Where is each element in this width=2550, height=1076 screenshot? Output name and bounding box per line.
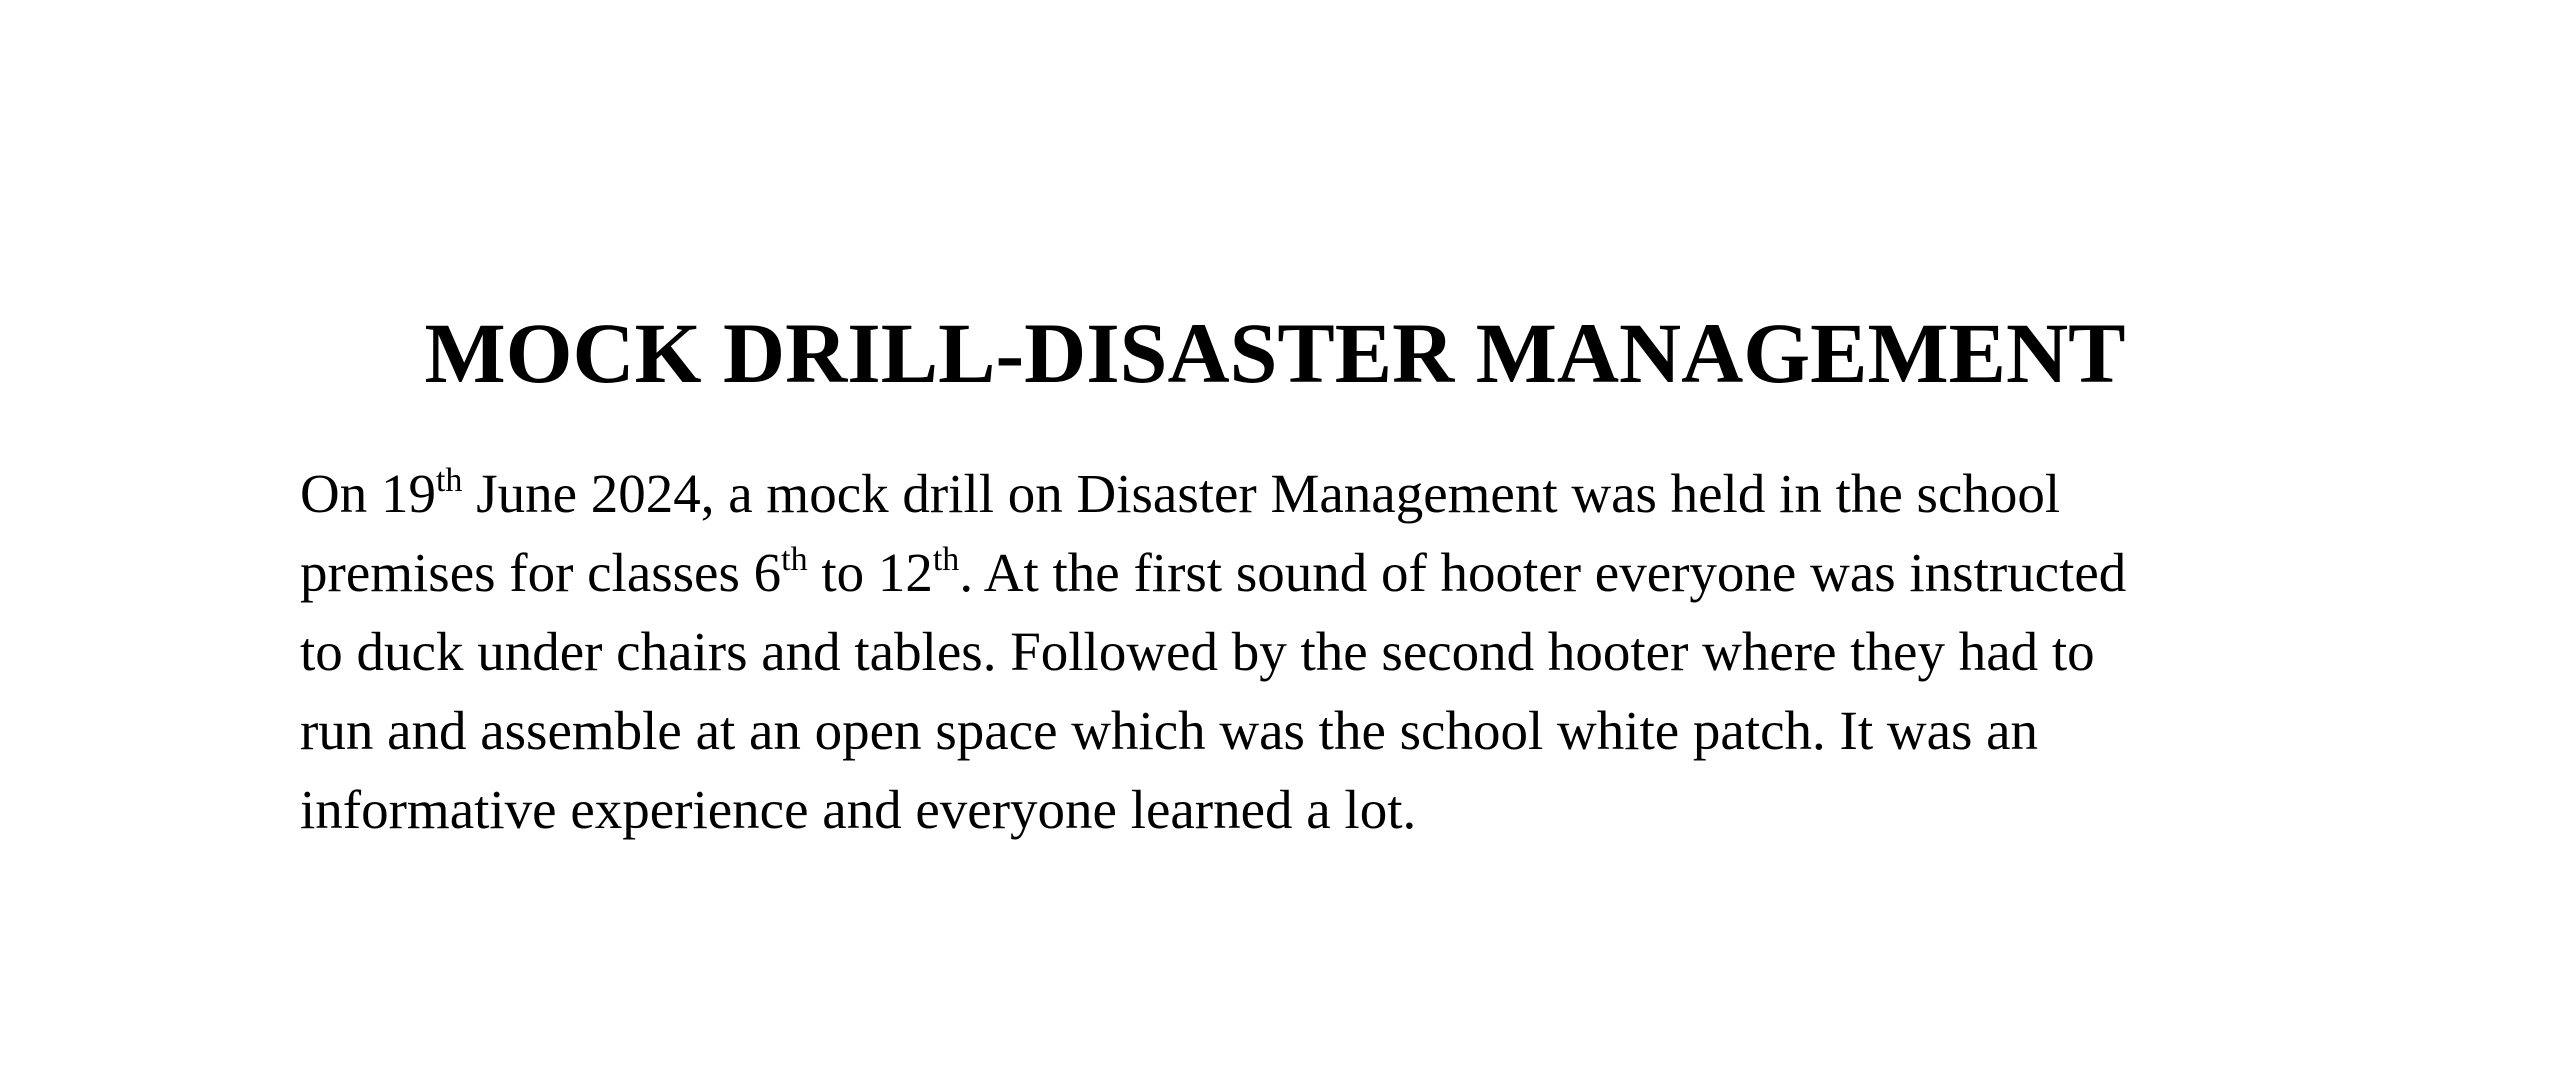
superscript-th: th	[932, 540, 960, 578]
superscript-th: th	[781, 540, 808, 578]
document-body	[300, 454, 2300, 849]
superscript-th: th	[435, 461, 463, 499]
body-line-2-part-c: . At the first sound of hooter everyone was instructed	[959, 542, 2127, 603]
body-line-2-part-b: to 12	[807, 542, 933, 603]
document-title: MOCK DRILL-DISASTER MANAGEMENT	[424, 305, 2126, 401]
body-line-2-part-a: premises for classes 6	[300, 542, 782, 603]
body-line-2	[300, 533, 2300, 612]
body-line-4: run and assemble at an open space which was the school white patch. It was an	[300, 700, 2039, 761]
body-line-1	[300, 454, 2300, 533]
body-line-1-part-b: June 2024, a mock drill on Disaster Management was held in the school	[462, 463, 2061, 524]
body-line-1-part-a: On 19	[300, 463, 436, 524]
body-line-5: informative experience and everyone learned a lot.	[300, 779, 1417, 840]
body-line-3: to duck under chairs and tables. Followed by the second hooter where they had to	[300, 621, 2095, 682]
